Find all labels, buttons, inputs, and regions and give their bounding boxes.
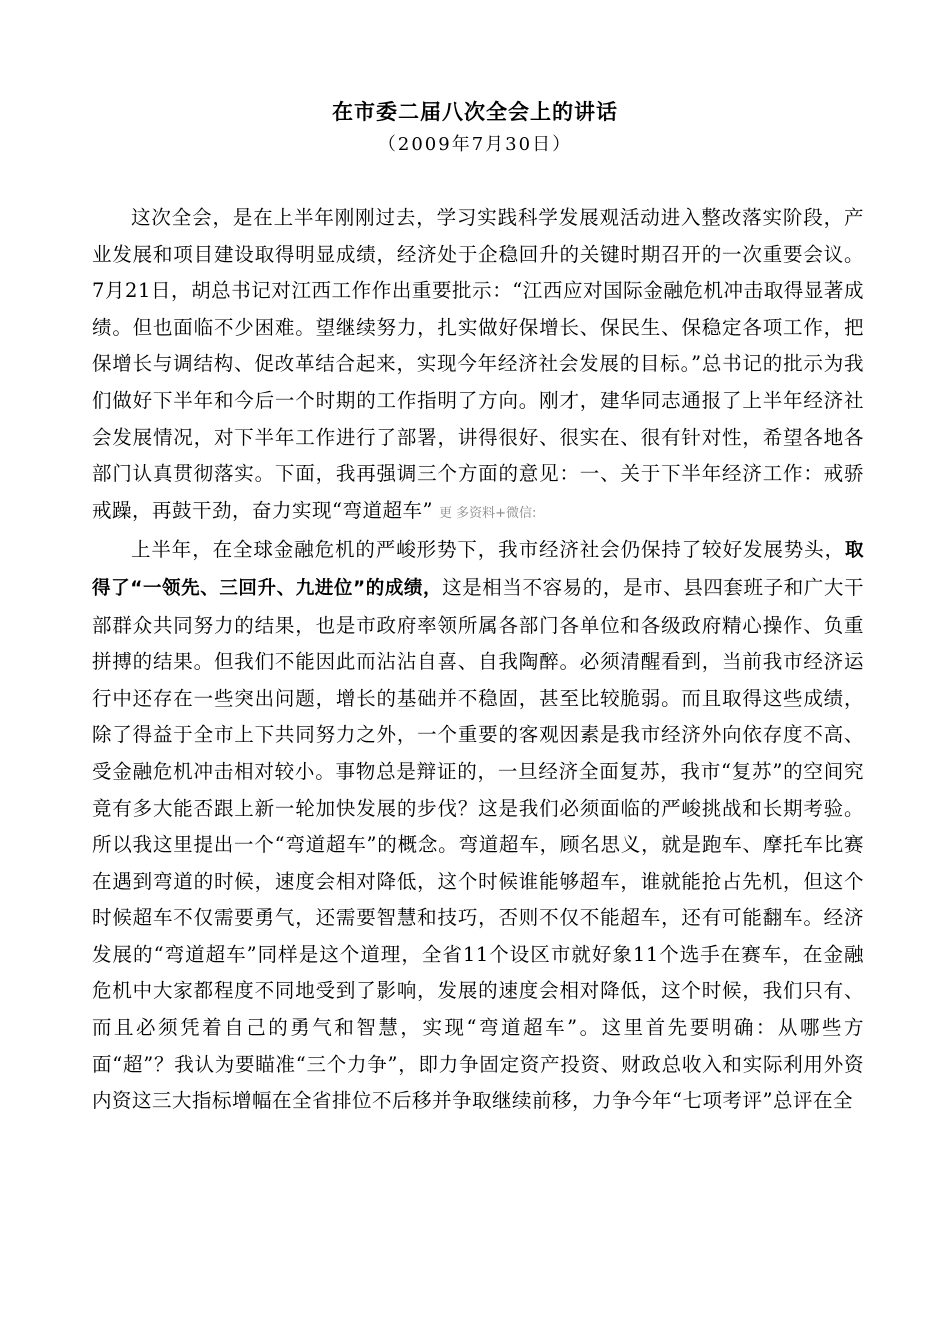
document-body (92, 200, 864, 1120)
paragraph-2-bold: 取得了“一领先、三回升、九进位”的成绩， (92, 540, 864, 599)
paragraph-2-lead: 上半年，在全球金融危机的严峻形势下，我市经济社会仍保持了较好发展势头， (131, 538, 845, 562)
paragraph-1-text: 这次全会，是在上半年刚刚过去，学习实践科学发展观活动进入整改落实阶段，产业发展和项目建设取得明显成绩，经济处于企稳回升的关键时期召开的一次重要会议。7月21日，胡总书记对江西工作作出重要批示：“江西应对国际金融危机冲击取得显著成绩。但也面临不少困难。望继续努力，扎实做好保增长、保民生、保稳定各项工作，把保增长与调结构、促改革结合起来，实现今年经济社会发展的目标。”总书记的批示为我们做好下半年和今后一个时期的工作指明了方向。刚才，建华同志通报了上半年经济社会发展情况，对下半年工作进行了部署，讲得很好、很实在、很有针对性，希望各地各部门认真贯彻落实。下面，我再强调三个方面的意见：一、关于下半年经济工作：戒骄戒躁，再鼓干劲，奋力实现“弯道超车” (92, 206, 864, 522)
paragraph-1 (92, 200, 864, 532)
watermark-text: 更 多资料+微信: (438, 505, 537, 521)
paragraph-2 (92, 532, 864, 1120)
paragraph-2-rest: 这是相当不容易的，是市、县四套班子和广大干部群众共同努力的结果，也是市政府率领所属各部门各单位和各级政府精心操作、负重拼搏的结果。但我们不能因此而沾沾自喜、自我陶醉。必须清醒看到，当前我市经济运行中还存在一些突出问题，增长的基础并不稳固，甚至比较脆弱。而且取得这些成绩，除了得益于全市上下共同努力之外，一个重要的客观因素是我市经济外向依存度不高、受金融危机冲击相对较小。事物总是辩证的，一旦经济全面复苏，我市“复苏”的空间究竟有多大能否跟上新一轮加快发展的步伐？这是我们必须面临的严峻挑战和长期考验。所以我这里提出一个“弯道超车”的概念。弯道超车，顾名思义，就是跑车、摩托车比赛在遇到弯道的时候，速度会相对降低，这个时候谁能够超车，谁就能抢占先机，但这个时候超车不仅需要勇气，还需要智慧和技巧，否则不仅不能超车，还有可能翻车。经济发展的“弯道超车”同样是这个道理，全省11个设区市就好象11个选手在赛车，在金融危机中大家都程度不同地受到了影响，发展的速度会相对降低，这个时候，我们只有、而且必须凭着自己的勇气和智慧，实现“弯道超车”。这里首先要明确：从哪些方面“超”？我认为要瞄准“三个力争”，即力争固定资产投资、财政总收入和实际利用外资内资这三大指标增幅在全省排位不后移并争取继续前移，力争今年“七项考评”总评在全 (92, 575, 864, 1113)
document-date: （2009年7月30日） (377, 134, 573, 155)
document-title: 在市委二届八次全会上的讲话 (332, 99, 618, 124)
